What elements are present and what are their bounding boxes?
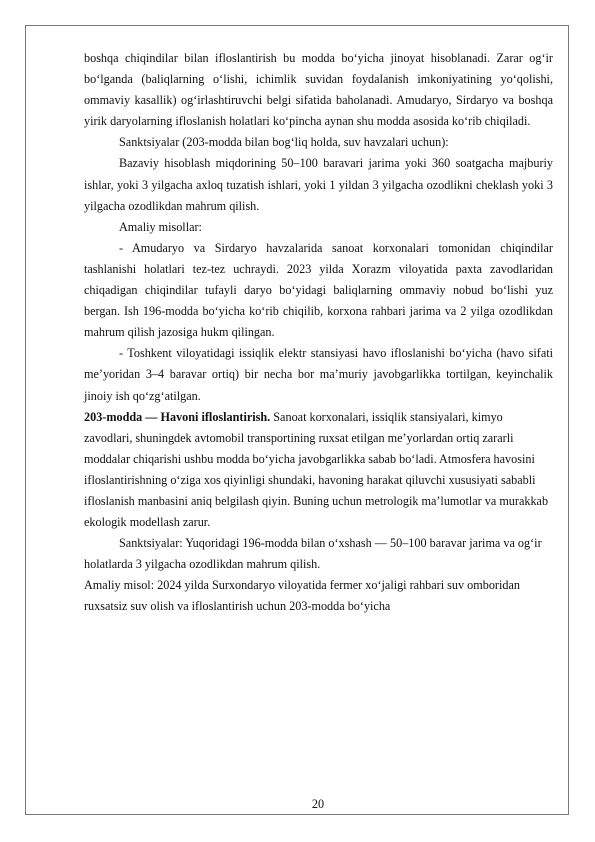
paragraph-examples-heading: Amaliy misollar: — [119, 219, 202, 234]
paragraph-example-2: - Toshkent viloyatidagi issiqlik elektr stansiyasi havo ifloslanishi bo‘yicha (havo sifati me’yoridan 3–4 baravar ortiq) bir necha bor ma’muriy javobgarlikka tortilgan, keyinchalik jinoiy ish qo‘zg‘atilgan. — [84, 346, 553, 403]
paragraph-sanctions-203: Sanktsiyalar: Yuqoridagi 196-modda bilan o‘xshash — 50–100 baravar jarima va og‘ir holatlarda 3 yilgacha ozodlikdan mahrum qilish. — [84, 536, 542, 572]
article-203-body: Sanoat korxonalari, issiqlik stansiyalari, kimyo zavodlari, shuningdek avtomobil transportining ruxsat etilgan me’yorlardan ortiq zararli moddalar chiqarishi ushbu modda bo‘yicha javobgarlikka sabab bo‘ladi. Atmosfera havosini ifloslantirishning o‘ziga xos qiyinligi shundaki, havoning harakat qiluvchi xususiyati sababli ifloslanish manbasini aniq belgilash qiyin. Buning uchun metrologik ma’lumotlar va murakkab ekologik modellash zarur. — [84, 409, 549, 530]
page-content — [84, 48, 553, 618]
article-203-title: 203-modda — Havoni ifloslantirish. — [84, 409, 271, 424]
paragraph-practical-example: Amaliy misol: 2024 yilda Surxondaryo viloyatida fermer xo‘jaligi rahbari suv omboridan ruxsatsiz suv olish va ifloslantirish uchun 203-modda bo‘yicha — [84, 578, 520, 614]
paragraph-sanctions-heading: Sanktsiyalar (203-modda bilan bog‘liq holda, suv havzalari uchun): — [119, 135, 449, 150]
paragraph-article-203 — [84, 407, 553, 534]
page-number: 20 — [311, 797, 325, 811]
paragraph-sanctions-body: Bazaviy hisoblash miqdorining 50–100 baravari jarima yoki 360 soatgacha majburiy ishlar, yoki 3 yilgacha axloq tuzatish ishlari, yoki 1 yildan 3 yilgacha ozodlikni cheklash yoki 3 yilgacha ozodlikdan mahrum qilish. — [84, 156, 553, 213]
paragraph-1: boshqa chiqindilar bilan ifloslantirish bu modda bo‘yicha jinoyat hisoblanadi. Zarar og‘ir bo‘lganda (baliqlarning o‘lishi, ichimlik suvidan foydalanish imkoniyatining yo‘qolishi, ommaviy kasallik) og‘irlashtiruvchi belgi sifatida baholanadi. Amudaryo, Sirdaryo va boshqa yirik daryolarning ifloslanish holatlari ko‘pincha aynan shu modda asosida ko‘rib chiqiladi. — [84, 51, 553, 129]
paragraph-example-1: - Amudaryo va Sirdaryo havzalarida sanoat korxonalari tomonidan chiqindilar tashlanishi holatlari tez-tez uchraydi. 2023 yilda Xorazm viloyatida paxta zavodlaridan chiqadigan chiqindilar tufayli daryo bo‘yidagi baliqlarning ommaviy nobud bo‘lishi yuz bergan. Ish 196-modda bo‘yicha ko‘rib chiqilib, korxona rahbari jarima va 2 yilga ozodlikdan mahrum qilish jazosiga hukm qilingan. — [84, 240, 553, 340]
